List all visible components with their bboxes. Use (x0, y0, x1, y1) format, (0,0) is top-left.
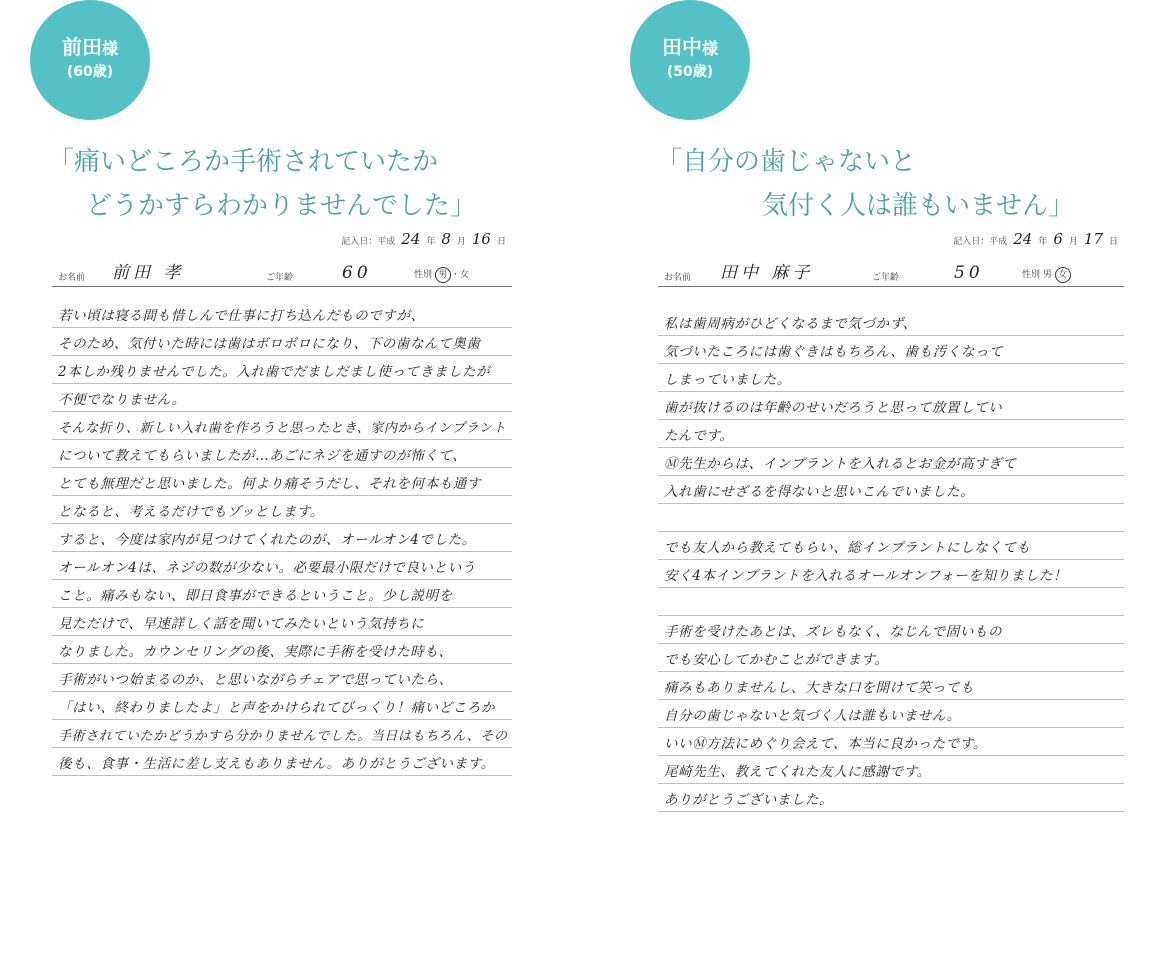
age-label: ご年齢 (266, 273, 294, 283)
handwritten-text: Ⓜ先生からは、インプラントを入れるとお金が高すぎて (664, 456, 1017, 472)
gender-male: 男 (1042, 270, 1052, 280)
handwritten-text: そのため、気付いた時には歯はボロボロになり、下の歯なんて奥歯 (58, 336, 481, 352)
handwritten-line (658, 504, 1124, 532)
handwritten-text: 「はい、終わりましたよ」と声をかけられてびっくり！痛いどころか (58, 700, 496, 716)
headline-line-1: 「自分の歯じゃないと (656, 147, 917, 177)
handwritten-text: こと。痛みもない、即日食事ができるということ。少し説明を (58, 588, 453, 604)
age-value: 60 (342, 263, 372, 283)
handwritten-text: 痛みもありませんし、大きな口を開けて笑っても (664, 680, 975, 696)
date-day: 16 (471, 230, 491, 248)
entry-date: 記入日：平成 24 年 6 月 17 日 (953, 230, 1118, 248)
handwritten-line (52, 720, 512, 748)
handwritten-text: すると、今度は家内が見つけてくれたのが、オールオン4でした。 (58, 532, 476, 548)
name-label: お名前 (58, 273, 86, 283)
info-row (52, 258, 512, 287)
handwritten-lines (658, 308, 1124, 812)
headline-line-2: 気付く人は誰もいません」 (762, 191, 1075, 221)
handwritten-line (658, 700, 1124, 728)
handwritten-line (658, 336, 1124, 364)
handwritten-line (52, 580, 512, 608)
handwritten-text: 尾崎先生、教えてくれた友人に感謝です。 (664, 764, 931, 780)
handwritten-text: 気づいたころには歯ぐきはもちろん、歯も汚くなって (664, 344, 1004, 360)
handwritten-text: について教えてもらいましたが…あごにネジを通すのが怖くて、 (58, 448, 467, 464)
gender-female-circled: 女 (1055, 267, 1071, 283)
handwritten-text: たんです。 (664, 428, 734, 444)
handwritten-text: とても無理だと思いました。何より痛そうだし、それを何本も通す (58, 476, 481, 492)
handwritten-line (658, 616, 1124, 644)
handwritten-line (658, 308, 1124, 336)
date-label: 記入日：平成 (341, 237, 396, 247)
handwritten-lines (52, 300, 512, 776)
honorific: 様 (701, 39, 718, 58)
handwritten-line (658, 420, 1124, 448)
info-row (658, 258, 1124, 287)
gender-field: 性別 男 ・女 (414, 267, 469, 283)
handwritten-line (52, 468, 512, 496)
handwritten-line (658, 560, 1124, 588)
handwritten-line (52, 356, 512, 384)
handwritten-line (52, 328, 512, 356)
handwritten-line (52, 524, 512, 552)
name-label: お名前 (664, 273, 692, 283)
customer-age: (60歳) (66, 64, 114, 80)
handwritten-line (52, 496, 512, 524)
handwritten-line (52, 608, 512, 636)
handwritten-text: 入れ歯にせざるを得ないと思いこんでいました。 (664, 484, 975, 500)
customer-age: (50歳) (666, 64, 714, 80)
customer-name: 田中 (661, 35, 702, 59)
handwritten-text: オールオン4は、ネジの数が少ない。必要最小限だけで良いという (58, 560, 476, 576)
handwritten-line (658, 756, 1124, 784)
headline-line-2: どうかすらわかりませんでした」 (86, 191, 477, 221)
handwritten-text: でも友人から教えてもらい、総インプラントにしなくても (664, 540, 1031, 556)
handwritten-line (52, 636, 512, 664)
handwritten-text: ありがとうございました。 (664, 792, 834, 808)
handwritten-line (658, 448, 1124, 476)
handwritten-text: 後も、食事・生活に差し支えもありません。ありがとうございます。 (58, 756, 495, 772)
age-value: 50 (954, 263, 984, 283)
handwritten-line (658, 476, 1124, 504)
handwritten-text: 自分の歯じゃないと気づく人は誰もいません。 (664, 708, 961, 724)
gender-female: 女 (459, 270, 469, 280)
handwritten-text: 不便でなりません。 (58, 392, 186, 408)
entry-date: 記入日：平成 24 年 8 月 16 日 (341, 230, 506, 248)
handwritten-line (52, 440, 512, 468)
age-label: ご年齢 (872, 273, 900, 283)
date-day: 17 (1083, 230, 1103, 248)
handwritten-text: 若い頃は寝る間も惜しんで仕事に打ち込んだものですが、 (58, 308, 425, 324)
date-label: 記入日：平成 (953, 237, 1008, 247)
handwritten-text: 手術がいつ始まるのか、と思いながらチェアで思っていたら、 (58, 672, 453, 688)
name-value: 田中 麻子 (720, 263, 814, 283)
testimonial-right (610, 0, 1170, 971)
handwritten-line (658, 532, 1124, 560)
handwritten-line (658, 392, 1124, 420)
handwritten-text: 私は歯周病がひどくなるまで気づかず、 (664, 316, 917, 332)
customer-name: 前田 (61, 35, 102, 59)
handwritten-text: 歯が抜けるのは年齢のせいだろうと思って放置してい (664, 400, 1003, 416)
date-year: 24 (1013, 230, 1033, 248)
handwritten-text: となると、考えるだけでもゾッとします。 (58, 504, 325, 520)
handwritten-text: 手術を受けたあとは、ズレもなく、なじんで固いもの (664, 624, 1003, 640)
handwritten-form (52, 230, 512, 772)
customer-badge (30, 0, 150, 120)
handwritten-form (658, 230, 1124, 808)
date-month: 8 (441, 230, 451, 248)
customer-badge (630, 0, 750, 120)
name-value: 前田 孝 (112, 263, 185, 283)
handwritten-text: でも安心してかむことができます。 (664, 652, 889, 668)
handwritten-text: 見ただけで、早速詳しく話を聞いてみたいという気持ちに (58, 616, 425, 632)
handwritten-line (658, 588, 1124, 616)
handwritten-line (658, 672, 1124, 700)
handwritten-text: そんな折り、新しい入れ歯を作ろうと思ったとき、家内からインプラント (58, 421, 507, 436)
handwritten-text: 安く4本インプラントを入れるオールオンフォーを知りました！ (664, 568, 1068, 584)
honorific: 様 (101, 39, 118, 58)
gender-male-circled: 男 (435, 267, 451, 283)
handwritten-line (52, 748, 512, 776)
handwritten-line (52, 552, 512, 580)
handwritten-text: なりました。カウンセリングの後、実際に手術を受けた時も、 (58, 644, 453, 660)
testimonial-headline (48, 140, 476, 228)
handwritten-line (52, 412, 512, 440)
handwritten-line (52, 692, 512, 720)
testimonial-left (0, 0, 560, 971)
handwritten-line (52, 384, 512, 412)
date-month: 6 (1053, 230, 1063, 248)
gender-field: 性別 男 女 (1022, 267, 1071, 283)
handwritten-line (658, 784, 1124, 812)
handwritten-text: 手術されていたかどうかすら分かりませんでした。当日はもちろん、その (58, 729, 508, 744)
handwritten-text: しまっていました。 (664, 372, 791, 388)
date-year: 24 (401, 230, 421, 248)
handwritten-line (52, 664, 512, 692)
handwritten-text: 2本しか残りませんでした。入れ歯でだましだまし使ってきましたが (58, 364, 491, 380)
handwritten-line (658, 644, 1124, 672)
handwritten-line (658, 364, 1124, 392)
handwritten-line (658, 728, 1124, 756)
headline-line-1: 「痛いどころか手術されていたか (48, 147, 439, 177)
handwritten-text: いいⓂ方法にめぐり会えて、本当に良かったです。 (664, 736, 987, 752)
handwritten-line (52, 300, 512, 328)
testimonial-headline (656, 140, 1074, 228)
